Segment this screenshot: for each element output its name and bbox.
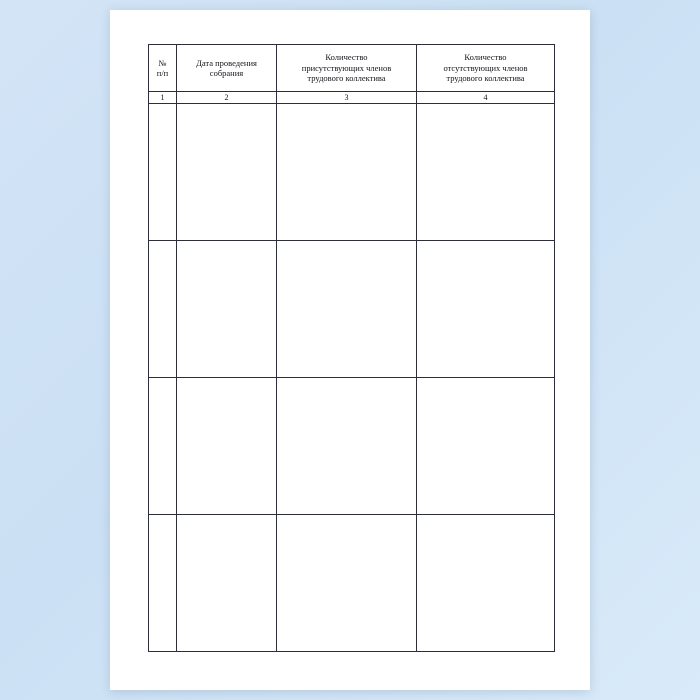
column-header-meeting-date-line-1: Дата проведения: [196, 57, 257, 68]
column-header-meeting-date: [177, 45, 277, 92]
column-header-present-count-line-3: трудового коллектива: [307, 73, 386, 84]
cell-present-count[interactable]: [277, 378, 417, 515]
table-row: [149, 378, 555, 515]
cell-present-count[interactable]: [277, 241, 417, 378]
cell-meeting-date[interactable]: [177, 104, 277, 241]
table-body: [149, 104, 555, 652]
cell-meeting-date[interactable]: [177, 378, 277, 515]
table-row: [149, 515, 555, 652]
journal-table-container: [148, 44, 554, 652]
column-header-number-line-1: №: [158, 57, 167, 68]
column-number-2: 2: [177, 92, 277, 104]
cell-number[interactable]: [149, 378, 177, 515]
table-row: [149, 104, 555, 241]
column-header-present-count-line-1: Количество: [325, 52, 368, 63]
column-header-number: [149, 45, 177, 92]
column-header-absent-count-line-1: Количество: [464, 52, 507, 63]
cell-absent-count[interactable]: [417, 241, 555, 378]
cell-number[interactable]: [149, 241, 177, 378]
column-number-4: 4: [417, 92, 555, 104]
cell-absent-count[interactable]: [417, 378, 555, 515]
document-page: [110, 10, 590, 690]
cell-meeting-date[interactable]: [177, 515, 277, 652]
table-header-row: [149, 45, 555, 92]
cell-absent-count[interactable]: [417, 515, 555, 652]
column-header-present-count-line-2: присутствующих членов: [301, 62, 392, 73]
cell-meeting-date[interactable]: [177, 241, 277, 378]
cell-absent-count[interactable]: [417, 104, 555, 241]
column-header-present-count: [277, 45, 417, 92]
column-header-absent-count: [417, 45, 555, 92]
column-header-absent-count-line-2: отсутствующих членов: [443, 62, 528, 73]
table-column-number-row: [149, 92, 555, 104]
column-header-number-line-2: п/п: [156, 68, 169, 78]
cell-present-count[interactable]: [277, 104, 417, 241]
cell-number[interactable]: [149, 515, 177, 652]
journal-table: [148, 44, 555, 652]
column-header-absent-count-line-3: трудового коллектива: [446, 73, 525, 84]
cell-present-count[interactable]: [277, 515, 417, 652]
column-number-1: 1: [149, 92, 177, 104]
column-number-3: 3: [277, 92, 417, 104]
cell-number[interactable]: [149, 104, 177, 241]
table-row: [149, 241, 555, 378]
column-header-meeting-date-line-2: собрания: [209, 68, 244, 78]
